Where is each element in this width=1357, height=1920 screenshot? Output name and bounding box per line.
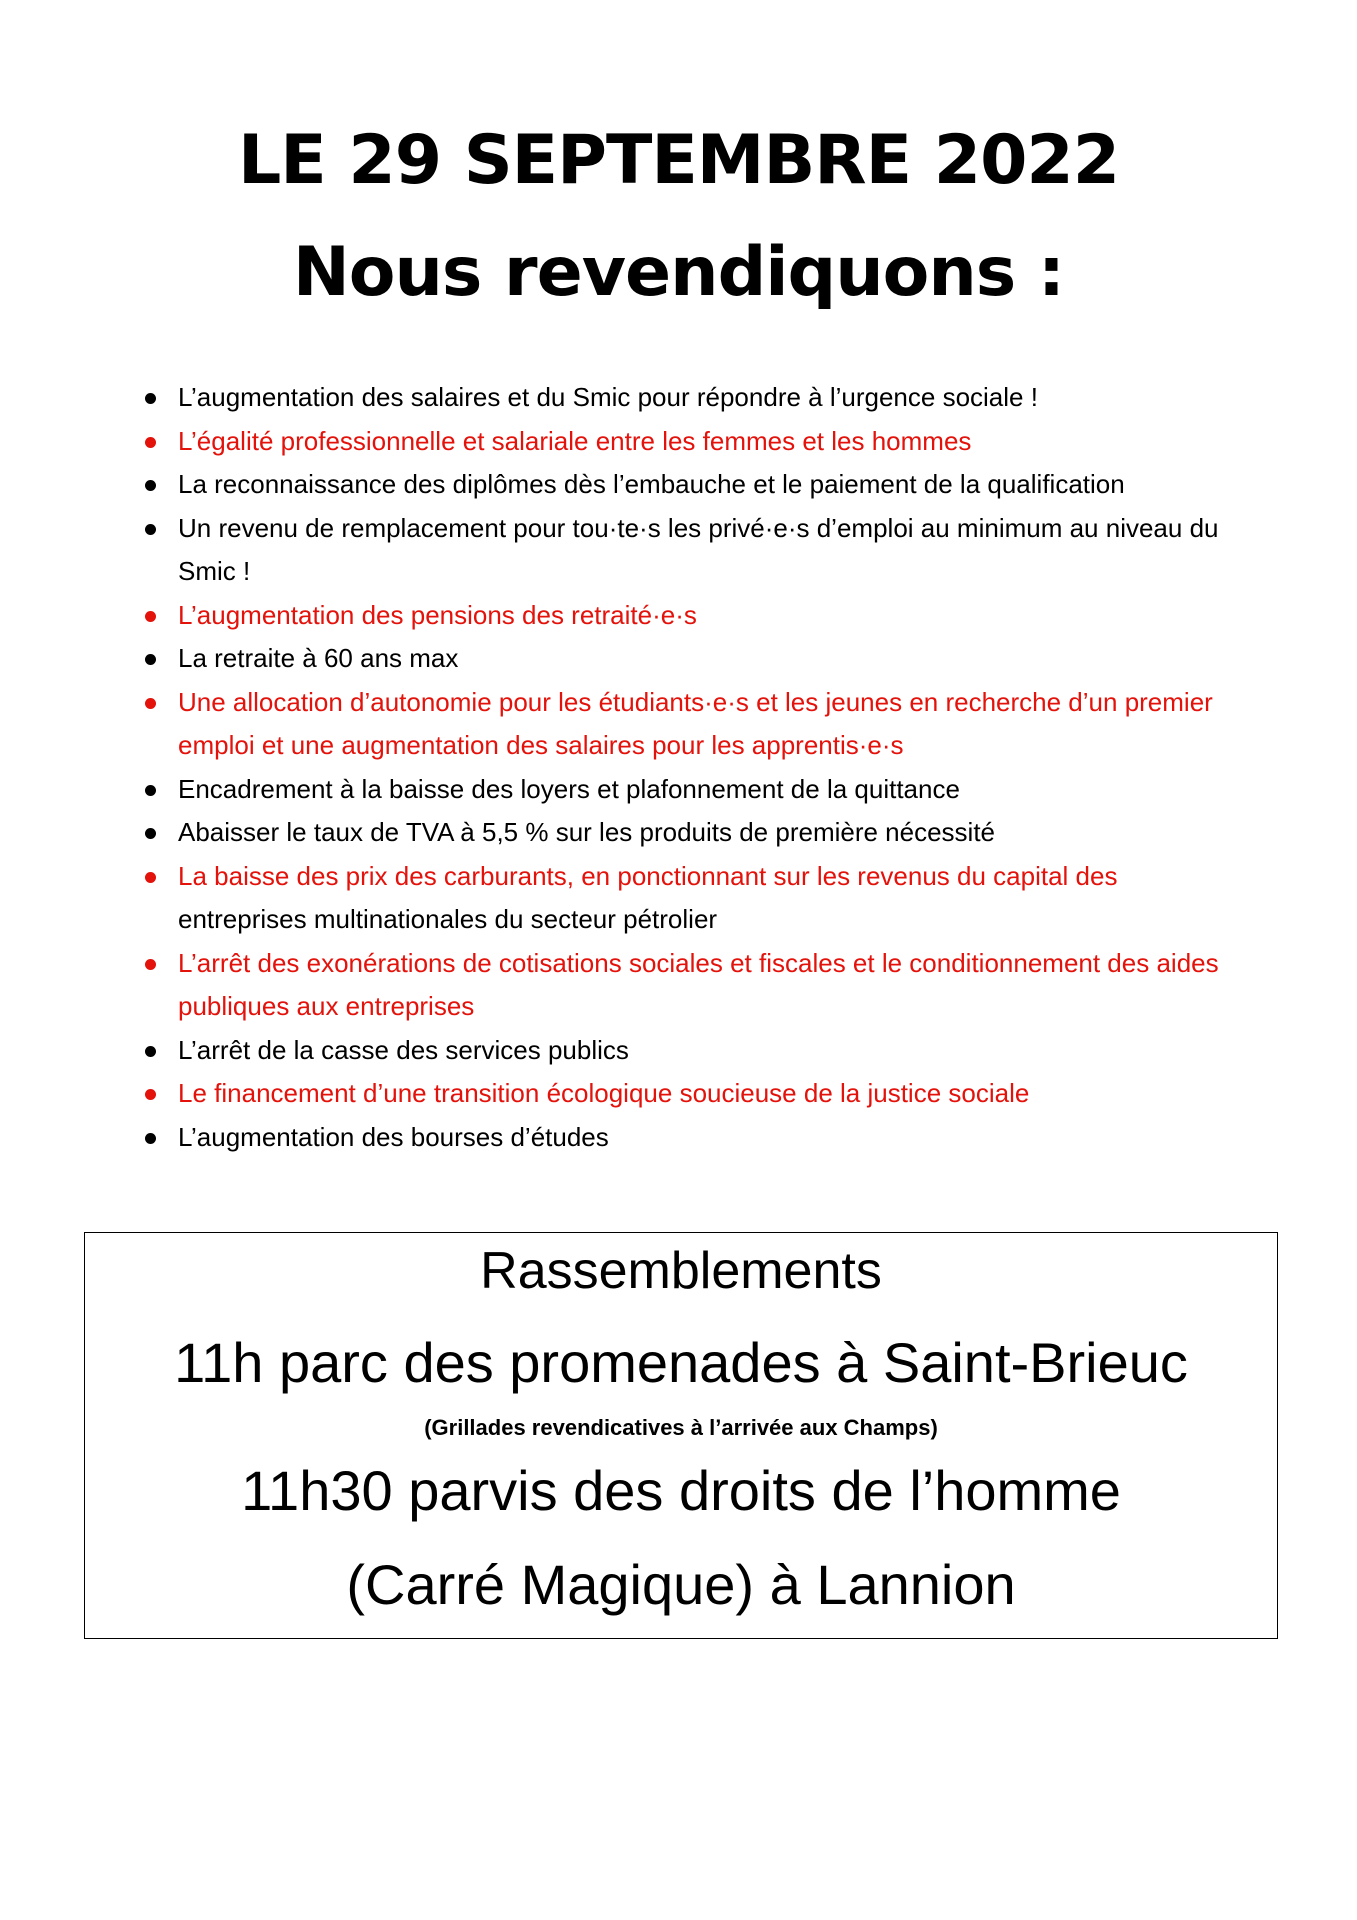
rally-note: (Grillades revendicatives à l’arrivée aux Champs)	[424, 1415, 938, 1440]
demand-text: Abaisser le taux de TVA à 5,5 % sur les produits de première nécessité	[178, 817, 996, 847]
demand-item	[178, 942, 1258, 1029]
demand-item	[178, 420, 1258, 464]
demands-list	[178, 376, 1258, 1159]
demand-text: Encadrement à la baisse des loyers et plafonnement de la quittance	[178, 773, 960, 804]
bullet-icon	[145, 524, 156, 535]
demand-continuation: entreprises multinationales du secteur pétrolier	[178, 904, 718, 934]
demand-text: L’augmentation des salaires et du Smic pour répondre à l’urgence sociale !	[178, 382, 1038, 412]
demand-item	[178, 1116, 1258, 1160]
title-block	[0, 105, 1357, 329]
demand-text: L’arrêt de la casse des services publics	[178, 1034, 629, 1065]
bullet-icon	[145, 698, 156, 709]
demand-text: L’égalité professionnelle et salariale entre les femmes et les hommes	[178, 425, 972, 456]
demand-item	[178, 594, 1258, 638]
rally-lannion-line2: (Carré Magique) à Lannion	[346, 1553, 1016, 1616]
demand-text: Le financement d’une transition écologique soucieuse de la justice sociale	[178, 1078, 1030, 1108]
bullet-icon	[145, 1133, 156, 1144]
demand-text: L’augmentation des pensions des retraité·e·s	[178, 599, 697, 630]
demand-item	[178, 1029, 1258, 1073]
rally-saint-brieuc: 11h parc des promenades à Saint-Brieuc	[174, 1331, 1188, 1394]
demand-text: La baisse des prix des carburants, en ponctionnant sur les revenus du capital des	[178, 860, 1118, 891]
bullet-icon	[145, 437, 156, 448]
rally-box	[84, 1232, 1278, 1639]
demand-item	[178, 811, 1258, 855]
demand-item	[178, 855, 1258, 942]
rally-heading: Rassemblements	[480, 1242, 882, 1300]
demand-item	[178, 463, 1258, 507]
bullet-icon	[145, 1046, 156, 1057]
demand-item	[178, 681, 1258, 768]
bullet-icon	[145, 959, 156, 970]
bullet-icon	[145, 393, 156, 404]
demand-text: La reconnaissance des diplômes dès l’embauche et le paiement de la qualification	[178, 469, 1125, 499]
bullet-icon	[145, 480, 156, 491]
demand-item	[178, 376, 1258, 420]
demand-text: L’arrêt des exonérations de cotisations sociales et fiscales et le conditionnement des aides publiques aux entreprises	[178, 947, 1219, 1021]
page-subtitle: Nous revendiquons :	[292, 233, 1065, 312]
bullet-icon	[145, 872, 156, 883]
demand-item	[178, 768, 1258, 812]
demand-item	[178, 1072, 1258, 1116]
demand-text: La retraite à 60 ans max	[178, 643, 459, 673]
page-title: LE 29 SEPTEMBRE 2022	[237, 121, 1120, 200]
demand-text: Une allocation d’autonomie pour les étudiants·e·s et les jeunes en recherche d’un premier emploi et une augmentation des salaires pour les apprentis·e·s	[178, 686, 1213, 760]
bullet-icon	[145, 611, 156, 622]
demand-text: Un revenu de remplacement pour tou·te·s les privé·e·s d’emploi au minimum au niveau du Smic !	[178, 512, 1219, 586]
bullet-icon	[145, 785, 156, 796]
rally-lannion-line1: 11h30 parvis des droits de l’homme	[241, 1459, 1121, 1522]
bullet-icon	[145, 654, 156, 665]
bullet-icon	[145, 1089, 156, 1100]
bullet-icon	[145, 828, 156, 839]
demand-text: L’augmentation des bourses d’études	[178, 1121, 609, 1152]
demand-item	[178, 637, 1258, 681]
demand-item	[178, 507, 1258, 594]
